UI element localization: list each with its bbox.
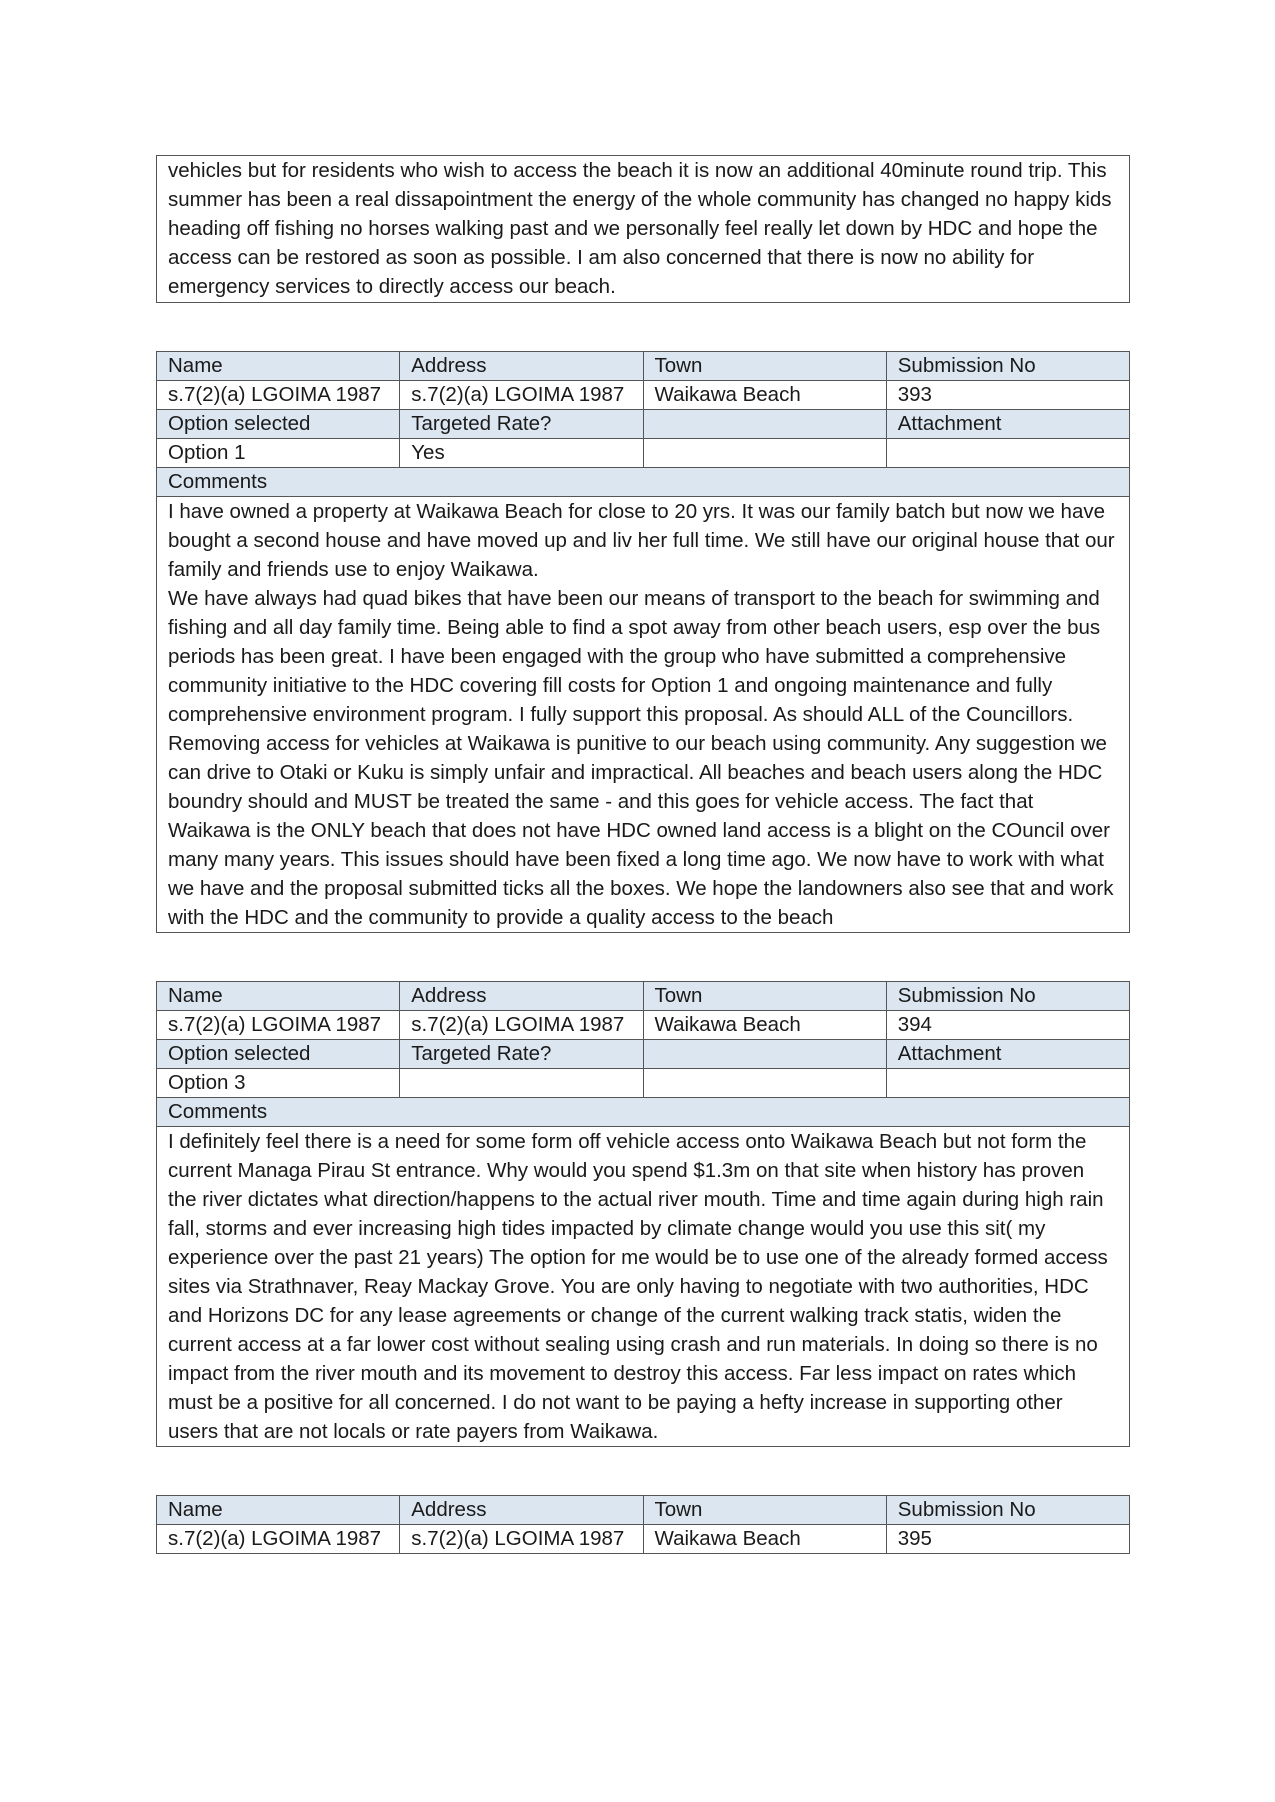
document-page — [156, 155, 1130, 1554]
comments-cell — [157, 497, 1130, 933]
option-selected-label: Option selected — [157, 410, 400, 439]
targeted-rate-value — [400, 1069, 643, 1098]
attachment-value — [886, 1069, 1129, 1098]
address-label: Address — [400, 982, 643, 1011]
name-label: Name — [157, 1496, 400, 1525]
comment-paragraph: I definitely feel there is a need for some form off vehicle access onto Waikawa Beach but not form the current Managa Pirau St entrance. Why would you spend $1.3m on that site when history has proven the river dictates what direction/happens to the actual river mouth. Time and time again during high rain fall, storms and ever increasing high tides impacted by climate change would you use this sit( my experience over the past 21 years) The option for me would be to use one of the already formed access sites via Strathnaver, Reay Mackay Grove. You are only having to negotiate with two authorities, HDC and Horizons DC for any lease agreements or change of the current walking track statis, widen the current access at a far lower cost without sealing using crash and run materials. In doing so there is no impact from the river mouth and its movement to destroy this access. Far less impact on rates which must be a positive for all concerned. I do not want to be paying a hefty increase in supporting other users that are not locals or rate payers from Waikawa. — [168, 1130, 1108, 1443]
table-header-row — [157, 982, 1130, 1011]
town-label: Town — [643, 982, 886, 1011]
address-label: Address — [400, 1496, 643, 1525]
name-value: s.7(2)(a) LGOIMA 1987 — [157, 381, 400, 410]
table-row — [157, 1069, 1130, 1098]
submission-no-value: 393 — [886, 381, 1129, 410]
address-label: Address — [400, 352, 643, 381]
attachment-value — [886, 439, 1129, 468]
address-value: s.7(2)(a) LGOIMA 1987 — [400, 1011, 643, 1040]
name-label: Name — [157, 352, 400, 381]
name-label: Name — [157, 982, 400, 1011]
option-value: Option 3 — [157, 1069, 400, 1098]
town-value: Waikawa Beach — [643, 1011, 886, 1040]
name-value: s.7(2)(a) LGOIMA 1987 — [157, 1011, 400, 1040]
comment-paragraph: Removing access for vehicles at Waikawa is punitive to our beach using community. Any suggestion we can drive to Otaki or Kuku is simply unfair and impractical. All beaches and beach users along the HDC boundry should and MUST be treated the same - and this goes for vehicle access. The fact that Waikawa is the ONLY beach that does not have HDC owned land access is a blight on the COuncil over many many years. This issues should have been fixed a long time ago. We now have to work with what we have and the proposal submitted ticks all the boxes. We hope the landowners also see that and work with the HDC and the community to provide a quality access to the beach — [168, 732, 1114, 929]
table-header-row — [157, 352, 1130, 381]
town-value: Waikawa Beach — [643, 381, 886, 410]
submission-no-label: Submission No — [886, 1496, 1129, 1525]
table-row — [157, 439, 1130, 468]
address-value: s.7(2)(a) LGOIMA 1987 — [400, 1525, 643, 1554]
comment-paragraph: We have always had quad bikes that have been our means of transport to the beach for swimming and fishing and all day family time. Being able to find a spot away from other beach users, esp over the bus periods has been great. I have been engaged with the group who have submitted a comprehensive community initiative to the HDC covering fill costs for Option 1 and ongoing maintenance and fully comprehensive environment program. I fully support this proposal. As should ALL of the Councillors. — [168, 587, 1101, 726]
table-header-row — [157, 410, 1130, 439]
option-selected-label: Option selected — [157, 1040, 400, 1069]
continued-comment-box — [156, 155, 1130, 303]
option-value: Option 1 — [157, 439, 400, 468]
targeted-rate-label: Targeted Rate? — [400, 1040, 643, 1069]
table-row — [157, 1011, 1130, 1040]
empty-cell — [643, 1069, 886, 1098]
empty-cell — [643, 1040, 886, 1069]
comments-label: Comments — [157, 468, 1130, 497]
comment-paragraph: I have owned a property at Waikawa Beach for close to 20 yrs. It was our family batch but now we have bought a second house and have moved up and liv her full time. We still have our original house that our family and friends use to enjoy Waikawa. — [168, 500, 1115, 581]
submission-no-label: Submission No — [886, 352, 1129, 381]
town-label: Town — [643, 352, 886, 381]
submission-table-394 — [156, 981, 1130, 1447]
submission-no-value: 395 — [886, 1525, 1129, 1554]
comments-header-row — [157, 468, 1130, 497]
town-label: Town — [643, 1496, 886, 1525]
attachment-label: Attachment — [886, 1040, 1129, 1069]
comments-row — [157, 497, 1130, 933]
submission-no-label: Submission No — [886, 982, 1129, 1011]
continued-comment-text: vehicles but for residents who wish to access the beach it is now an additional 40minute round trip. This summer has been a real dissapointment the energy of the whole community has changed no happy kids heading off fishing no horses walking past and we personally feel really let down by HDC and hope the access can be restored as soon as possible. I am also concerned that there is now no ability for emergency services to directly access our beach. — [168, 159, 1112, 298]
table-header-row — [157, 1040, 1130, 1069]
comments-row — [157, 1127, 1130, 1447]
submission-no-value: 394 — [886, 1011, 1129, 1040]
submission-table-393 — [156, 351, 1130, 933]
empty-cell — [643, 410, 886, 439]
name-value: s.7(2)(a) LGOIMA 1987 — [157, 1525, 400, 1554]
table-row — [157, 1525, 1130, 1554]
town-value: Waikawa Beach — [643, 1525, 886, 1554]
address-value: s.7(2)(a) LGOIMA 1987 — [400, 381, 643, 410]
targeted-rate-value: Yes — [400, 439, 643, 468]
empty-cell — [643, 439, 886, 468]
table-header-row — [157, 1496, 1130, 1525]
comments-header-row — [157, 1098, 1130, 1127]
comments-cell — [157, 1127, 1130, 1447]
submission-table-395 — [156, 1495, 1130, 1554]
attachment-label: Attachment — [886, 410, 1129, 439]
table-row — [157, 381, 1130, 410]
targeted-rate-label: Targeted Rate? — [400, 410, 643, 439]
comments-label: Comments — [157, 1098, 1130, 1127]
